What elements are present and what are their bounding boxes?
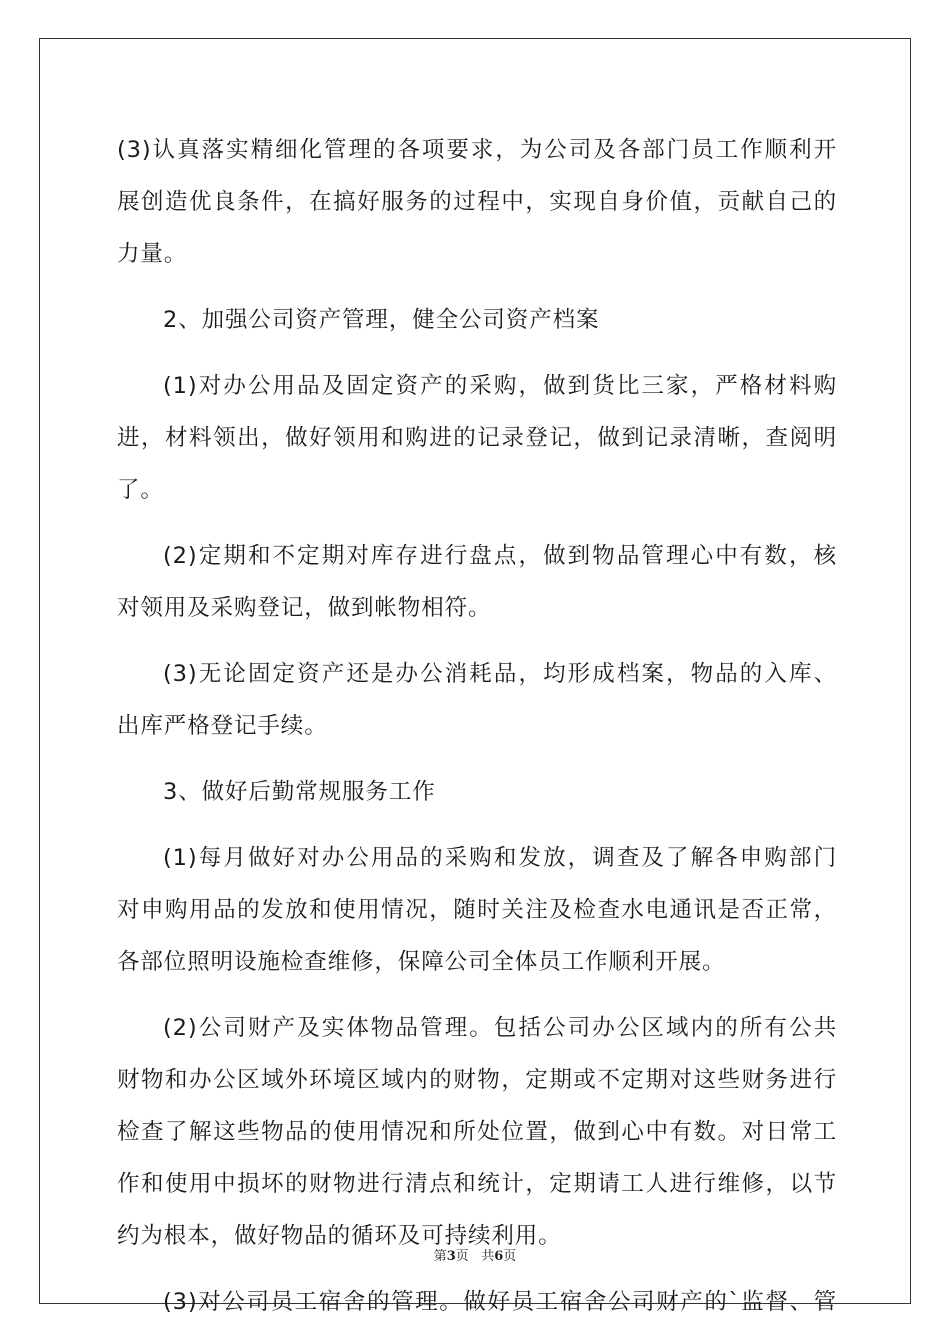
paragraph-line: 了。 (117, 477, 164, 503)
paragraph-line: 各部位照明设施检查维修，保障公司全体员工作顺利开展。 (117, 949, 726, 975)
paragraph-line: 展创造优良条件，在搞好服务的过程中，实现自身价值，贡献自己的 (117, 189, 837, 215)
total-pages: 6 (494, 1249, 504, 1264)
paragraph-line: 对领用及采购登记，做到帐物相符。 (117, 595, 492, 621)
paragraph-line: 检查了解这些物品的使用情况和所处位置，做到心中有数。对日常工 (117, 1119, 837, 1145)
paragraph-line: 约为根本，做好物品的循环及可持续利用。 (117, 1223, 562, 1249)
page-label-prefix: 第 (433, 1249, 447, 1264)
paragraph-line: 出库严格登记手续。 (117, 713, 328, 739)
paragraph-line: 对申购用品的发放和使用情况，随时关注及检查水电通讯是否正常， (117, 897, 837, 923)
paragraph-line: (1)对办公用品及固定资产的采购，做到货比三家，严格材料购 (163, 373, 837, 399)
paragraph-line: (3)认真落实精细化管理的各项要求，为公司及各部门员工作顺利开 (117, 137, 837, 163)
paragraph-line: 财物和办公区域外环境区域内的财物，定期或不定期对这些财务进行 (117, 1067, 837, 1093)
paragraph-line: 力量。 (117, 241, 188, 267)
paragraph-line: (1)每月做好对办公用品的采购和发放，调查及了解各申购部门 (163, 845, 837, 871)
paragraph-line: (3)对公司员工宿舍的管理。做好员工宿舍公司财产的`监督、管 (163, 1289, 837, 1315)
paragraph-line: 进，材料领出，做好领用和购进的记录登记，做到记录清晰，查阅明 (117, 425, 837, 451)
total-label-suffix: 页 (503, 1249, 517, 1264)
page-footer (0, 1245, 950, 1264)
section-heading: 2、加强公司资产管理，健全公司资产档案 (163, 307, 600, 333)
paragraph-line: (3)无论固定资产还是办公消耗品，均形成档案，物品的入库、 (163, 661, 837, 687)
document-body (117, 124, 837, 1328)
page-label-suffix: 页 (455, 1249, 469, 1264)
page-number: 3 (446, 1249, 456, 1264)
section-heading: 3、做好后勤常规服务工作 (163, 779, 436, 805)
paragraph-line: 作和使用中损坏的财物进行清点和统计，定期请工人进行维修，以节 (117, 1171, 837, 1197)
paragraph-line: (2)公司财产及实体物品管理。包括公司办公区域内的所有公共 (163, 1015, 837, 1041)
paragraph-line: (2)定期和不定期对库存进行盘点，做到物品管理心中有数，核 (163, 543, 837, 569)
total-label-prefix: 共 (481, 1249, 495, 1264)
